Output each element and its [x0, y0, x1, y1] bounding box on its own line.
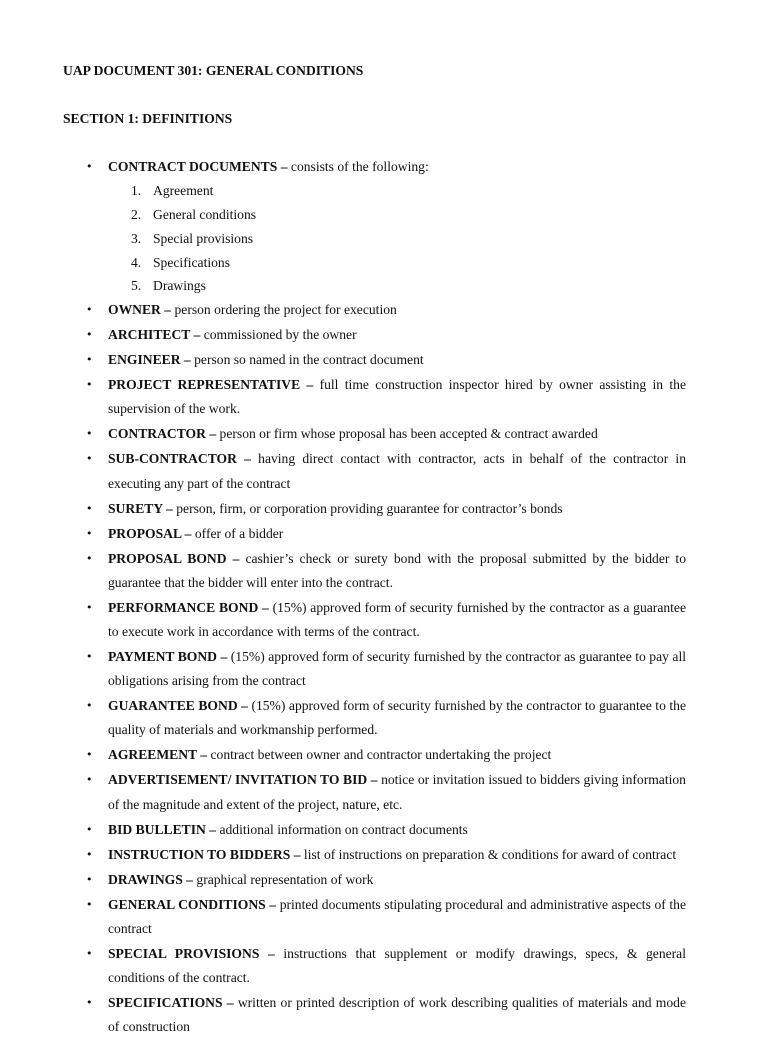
definition-item-engineer — [0, 348, 768, 372]
list-item — [108, 203, 686, 227]
definition-term: PROJECT REPRESENTATIVE – — [108, 377, 314, 393]
definition-item-drawings — [0, 868, 768, 892]
bullet-icon: • — [86, 822, 93, 836]
section-heading: SECTION 1: DEFINITIONS — [63, 111, 233, 126]
definition-term: PROPOSAL BOND – — [108, 550, 240, 566]
definition-item-proposal-bond — [0, 547, 768, 595]
list-item — [108, 274, 686, 298]
list-item-text: Special provisions — [153, 230, 254, 246]
definition-item-contract-documents — [0, 155, 768, 298]
definition-item-surety — [0, 497, 768, 521]
definition-item-sub-contractor — [0, 447, 768, 495]
definition-text: commissioned by the owner — [203, 327, 357, 343]
definition-term: INSTRUCTION TO BIDDERS – — [108, 846, 301, 862]
definition-term: SPECIAL PROVISIONS – — [108, 945, 275, 961]
definition-item-performance-bond — [0, 596, 768, 644]
definition-text: written or printed description of work describing qualities of materials and mode of construction — [108, 995, 686, 1035]
definition-text: additional information on contract documents — [219, 821, 468, 837]
list-item-text: Drawings — [153, 278, 206, 294]
definition-term: ARCHITECT – — [108, 327, 201, 343]
definition-text: (15%) approved form of security furnished by the contractor to guarantee to the quality of materials and workmanship performed. — [108, 698, 686, 738]
list-number: 4. — [131, 254, 142, 270]
definition-item-specifications — [0, 991, 768, 1039]
definition-term: CONTRACT DOCUMENTS – — [108, 159, 288, 174]
bullet-icon: • — [86, 378, 93, 392]
definition-term: PERFORMANCE BOND – — [108, 599, 269, 615]
definition-term: GENERAL CONDITIONS – — [108, 896, 277, 912]
definition-item-agreement — [0, 743, 768, 767]
bullet-icon: • — [86, 452, 93, 466]
list-item-text: Agreement — [153, 183, 214, 199]
list-number: 1. — [131, 183, 142, 199]
definition-text: list of instructions on preparation & conditions for award of contract — [303, 846, 677, 862]
bullet-icon: • — [86, 427, 93, 441]
definition-term: SPECIFICATIONS – — [108, 995, 234, 1011]
definition-text: person, firm, or corporation providing guarantee for contractor’s bonds — [176, 500, 563, 516]
bullet-icon: • — [86, 773, 93, 787]
definition-term: PAYMENT BOND – — [108, 649, 228, 664]
definition-item-advertisement-invitation-to-bid — [0, 768, 768, 816]
definition-term: GUARANTEE BOND – — [108, 698, 248, 714]
bullet-icon: • — [86, 160, 93, 173]
definition-text: cashier’s check or surety bond with the proposal submitted by the bidder to guarantee that the bidder will enter into the contract. — [108, 550, 686, 590]
bullet-icon: • — [86, 328, 93, 342]
definition-text: full time construction inspector hired by owner assisting in the supervision of the work. — [108, 377, 686, 417]
bullet-icon: • — [86, 699, 93, 713]
bullet-icon: • — [86, 650, 93, 663]
bullet-icon: • — [86, 872, 93, 886]
bullet-icon: • — [86, 748, 93, 762]
definition-text: (15%) approved form of security furnished by the contractor as a guarantee to execute work in accordance with terms of the contract. — [108, 599, 686, 639]
definition-term: ADVERTISEMENT/ INVITATION TO BID – — [108, 772, 378, 788]
definition-term: SUB-CONTRACTOR – — [108, 451, 251, 467]
definition-term: DRAWINGS – — [108, 871, 193, 887]
definitions-list — [0, 155, 768, 1040]
definition-item-architect — [0, 323, 768, 347]
definition-term: SURETY – — [108, 500, 173, 516]
definition-text: (15%) approved form of security furnished by the contractor as guarantee to pay all obligations arising from the contract — [108, 649, 686, 689]
definition-text: graphical representation of work — [196, 871, 374, 887]
bullet-icon: • — [86, 353, 93, 367]
contract-documents-list — [108, 179, 686, 298]
definition-text: having direct contact with contractor, acts in behalf of the contractor in executing any part of the contract — [108, 451, 687, 491]
document-title: UAP DOCUMENT 301: GENERAL CONDITIONS — [63, 63, 364, 78]
definition-item-bid-bulletin — [0, 818, 768, 842]
list-number: 5. — [131, 278, 142, 294]
bullet-icon: • — [86, 600, 93, 614]
list-item — [108, 251, 686, 275]
definition-item-owner — [0, 298, 768, 322]
definition-text: person ordering the project for execution — [174, 302, 397, 318]
definition-item-general-conditions — [0, 893, 768, 941]
bullet-icon: • — [86, 551, 93, 565]
definition-item-special-provisions — [0, 942, 768, 990]
definition-item-proposal — [0, 522, 768, 546]
definition-text: printed documents stipulating procedural and administrative aspects of the contract — [108, 896, 686, 936]
bullet-icon: • — [86, 946, 93, 960]
definition-item-payment-bond — [0, 645, 768, 693]
definition-text: person so named in the contract document — [194, 352, 424, 368]
list-number: 2. — [131, 207, 142, 222]
definition-text: person or firm whose proposal has been accepted & contract awarded — [219, 426, 598, 442]
bullet-icon: • — [86, 526, 93, 540]
definition-item-guarantee-bond — [0, 694, 768, 742]
list-item-text: General conditions — [153, 207, 257, 222]
bullet-icon: • — [86, 847, 93, 861]
definition-item-project-representative — [0, 373, 768, 421]
list-number: 3. — [131, 230, 142, 246]
definition-term: CONTRACTOR – — [108, 426, 217, 442]
bullet-icon: • — [86, 303, 93, 317]
list-item — [108, 227, 686, 251]
definition-text: notice or invitation issued to bidders giving information of the magnitude and extent of the project, nature, etc. — [108, 772, 686, 812]
definition-text: offer of a bidder — [194, 525, 284, 541]
definition-item-contractor — [0, 422, 768, 446]
bullet-icon: • — [86, 897, 93, 911]
definition-term: OWNER – — [108, 302, 172, 318]
definition-item-instruction-to-bidders — [0, 843, 768, 867]
definition-text: instructions that supplement or modify drawings, specs, & general conditions of the contract. — [108, 945, 686, 986]
definition-text: contract between owner and contractor undertaking the project — [210, 747, 552, 763]
list-item — [108, 179, 686, 203]
bullet-icon: • — [86, 996, 93, 1010]
bullet-icon: • — [86, 501, 93, 515]
definition-term: BID BULLETIN – — [108, 821, 217, 837]
definition-term: ENGINEER – — [108, 352, 191, 368]
list-item-text: Specifications — [153, 254, 231, 270]
definition-term: PROPOSAL – — [108, 525, 192, 541]
definition-text: consists of the following: — [290, 159, 429, 174]
definition-term: AGREEMENT – — [108, 747, 208, 763]
